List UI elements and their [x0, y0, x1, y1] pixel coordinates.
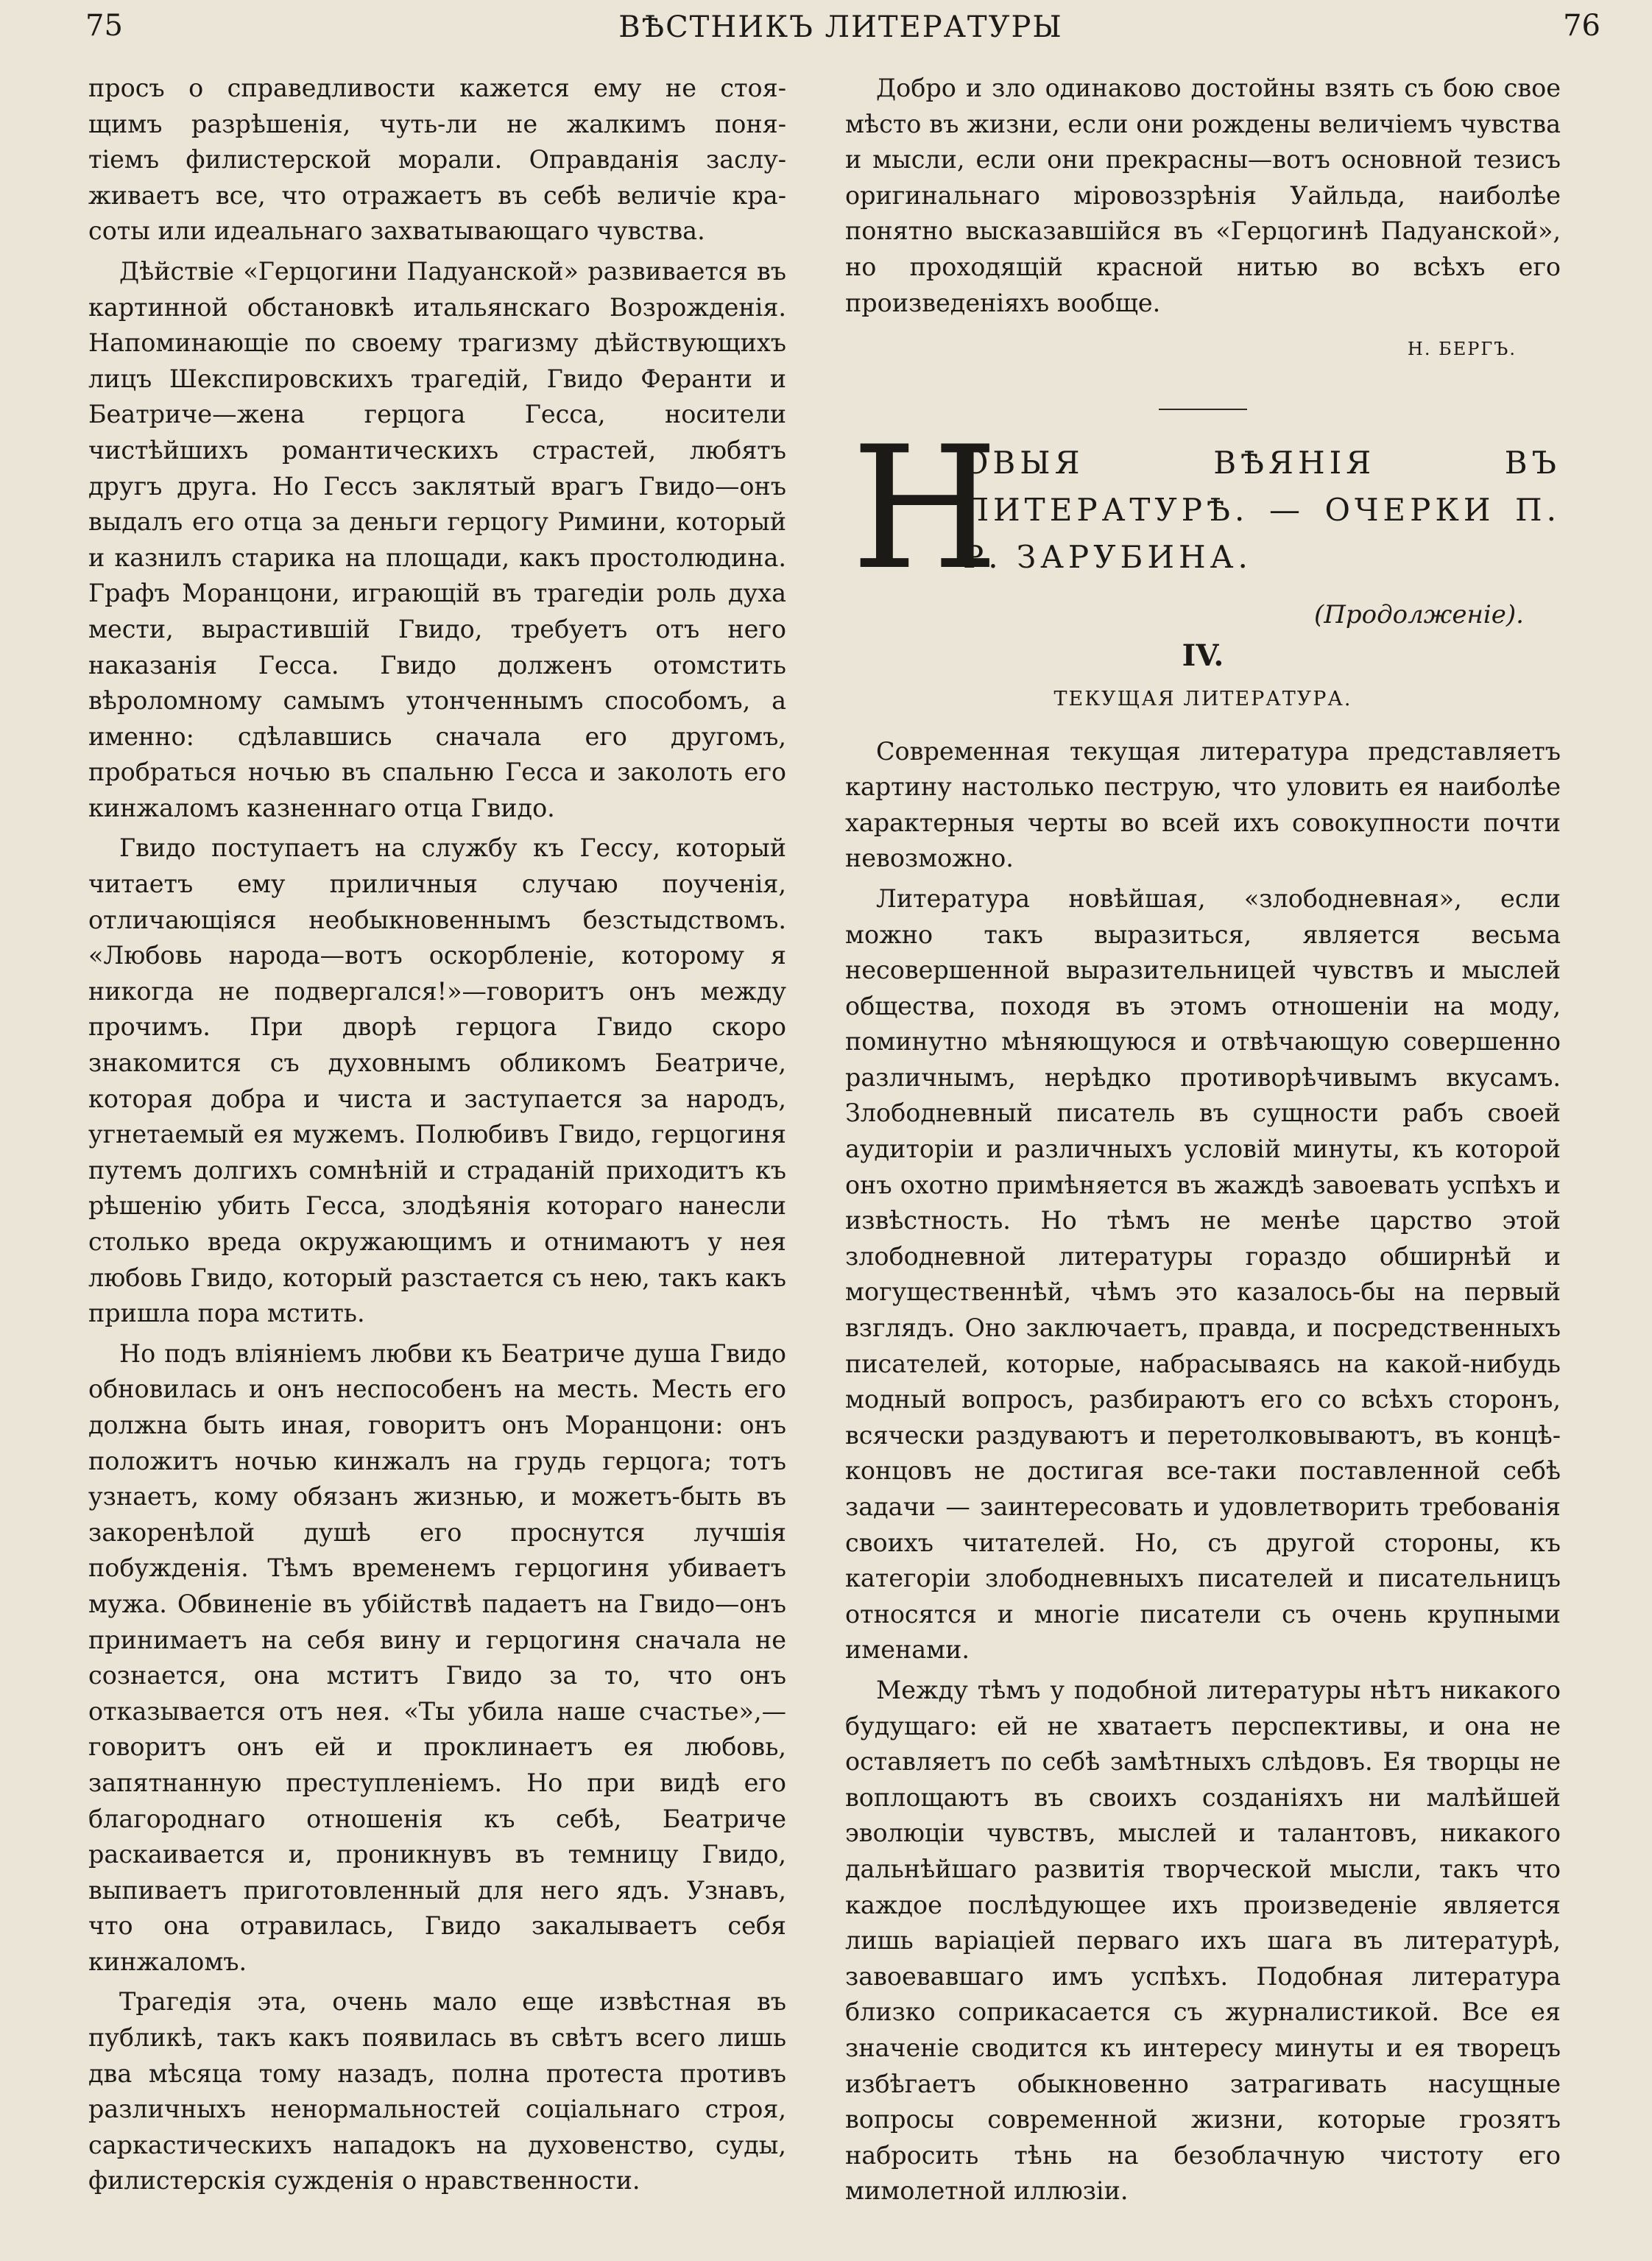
page-number-right: 76 [1563, 9, 1600, 43]
part-number: IV. [1182, 638, 1224, 674]
paragraph: Между тѣмъ у подобной литературы нѣтъ никакого будущаго: ей не хватаетъ перспективы, и она не оставляетъ по себѣ замѣтныхъ слѣдовъ. Ея творцы не воплощаютъ въ своихъ созданіяхъ ни малѣйшей эволюціи чувствъ, мыслей и талантовъ, никакого дальнѣйшаго развитія творческой мысли, такъ что каждое послѣдующее ихъ произведеніе является лишь варіаціей перваго ихъ шага въ литературѣ, завоевавшаго имъ успѣхъ. Подобная литература близко соприкасается съ журналистикой. Все ея значеніе сводится къ интересу минуты и ея творецъ избѣгаетъ обыкновенно затрагивать насущные вопросы современной жизни, которые грозятъ набросить тѣнь на безоблачную чистоту его мимолетной иллюзіи. [845, 1675, 1561, 2206]
continued-note: (Продолженіе). [1313, 599, 1524, 629]
section-divider [1159, 409, 1247, 410]
article-title: ОВЫЯ ВѢЯНІЯ ВЪ ЛИТЕРАТУРѢ. — ОЧЕРКИ П. Р. ЗАРУБИНА. [963, 444, 1561, 575]
left-column [88, 71, 786, 2250]
page-number-left: 75 [85, 9, 123, 43]
paragraph-line: тіемъ филистерской морали. Оправданія заслу- [88, 145, 786, 174]
journal-title: ВѢСТНИКЪ ЛИТЕРАТУРЫ [618, 10, 1063, 44]
paragraph-line: соты или идеальнаго захватывающаго чувства. [88, 216, 705, 246]
paragraph: Литература новѣйшая, «злободневная», если можно такъ выразиться, является весьма несовершенной выразительницей чувствъ и мыслей общества, походя въ этомъ отношеніи на моду, поминутно мѣняющуюся и отвѣчающую совершенно различнымъ, нерѣдко противорѣчивымъ вкусамъ. Злободневный писатель въ сущности рабъ своей аудиторіи и различныхъ условій минуты, къ которой онъ охотно примѣняется въ жаждѣ завоевать успѣхъ и извѣстность. Но тѣмъ не менѣе царство этой злободневной литературы гораздо обширнѣй и могущественнѣй, чѣмъ это казалось-бы на первый взглядъ. Оно заключаетъ, правда, и посредственныхъ писателей, которые, набрасываясь на какой-нибудь модный вопросъ, разбираютъ его со всѣхъ сторонъ, всячески раздуваютъ и перетолковываютъ, въ концѣ-концовъ не достигая все-таки поставленной себѣ задачи — заинтересовать и удовлетворить требованія своихъ читателей. Но, съ другой стороны, къ категоріи злободневныхъ писателей и писательницъ относятся и многіе писатели съ очень крупными именами. [845, 883, 1561, 1665]
paragraph: Дѣйствіе «Герцогини Падуанской» развивается въ картинной обстановкѣ итальянскаго Возрожденія. Напоминающіе по своему трагизму дѣйствующихъ лицъ Шекспировскихъ трагедій, Гвидо Феранти и Беатриче—жена герцога Гесса, носители чистѣйшихъ романтическихъ страстей, любятъ другъ друга. Но Гессъ заклятый врагъ Гвидо—онъ выдалъ его отца за деньги герцогу Римини, который и казнилъ старика на площади, какъ простолюдина. Графъ Моранцони, играющій въ трагедіи роль духа мести, вырастившій Гвидо, требуетъ отъ него наказанія Гесса. Гвидо долженъ отомстить вѣроломному самымъ утонченнымъ способомъ, а именно: сдѣлавшись сначала его другомъ, пробраться ночью въ спальню Гесса и заколоть его кинжаломъ казненнаго отца Гвидо. [88, 256, 786, 822]
paragraph: Трагедія эта, очень мало еще извѣстная въ публикѣ, такъ какъ появилась въ свѣтъ всего лишь два мѣсяца тому назадъ, полна протеста противъ различныхъ ненормальностей соціальнаго строя, саркастическихъ нападокъ на духовенство, суды, филистерскія сужденія о нравственности. [88, 1987, 786, 2195]
paragraph-line: просъ о справедливости кажется ему не стоя- [88, 74, 786, 102]
drop-cap: Н [851, 410, 999, 607]
running-head [81, 9, 1600, 53]
author-signature: Н. БЕРГЪ. [1407, 339, 1517, 360]
paragraph-line: щимъ разрѣшенія, чуть-ли не жалкимъ поня- [88, 109, 786, 138]
article-heading [845, 410, 1561, 607]
section-title: ТЕКУЩАЯ ЛИТЕРАТУРА. [1053, 687, 1352, 710]
right-column [845, 71, 1561, 2250]
paragraph: Но подъ вліяніемъ любви къ Беатриче душа Гвидо обновилась и онъ неспособенъ на месть. Месть его должна быть иная, говоритъ онъ Моранцони: онъ положитъ ночью кинжалъ на грудь герцога; тотъ узнаетъ, кому обязанъ жизнью, и можетъ-быть въ закоренѣлой душѣ его проснутся лучшія побужденія. Тѣмъ временемъ герцогиня убиваетъ мужа. Обвиненіе въ убійствѣ падаетъ на Гвидо—онъ принимаетъ на себя вину и герцогиня сначала не сознается, она мститъ Гвидо за то, что онъ отказывается отъ нея. «Ты убила наше счастье»,—говоритъ онъ ей и проклинаетъ ея любовь, запятнанную преступленіемъ. Но при видѣ его благороднаго отношенія къ себѣ, Беатриче раскаивается и, проникнувъ въ темницу Гвидо, выпиваетъ приготовленный для него ядъ. Узнавъ, что она отравилась, Гвидо закалываетъ себя кинжаломъ. [88, 1338, 786, 1976]
paragraph: Добро и зло одинаково достойны взять съ бою свое мѣсто въ жизни, если они рождены величіемъ чувства и мысли, если они прекрасны—вотъ основной тезисъ оригинальнаго міровоззрѣнія Уайльда, наиболѣе понятно высказавшійся въ «Герцогинѣ Падуанской», но проходящій красной нитью во всѣхъ его произведеніяхъ вообще. [845, 74, 1561, 317]
paragraph-line: живаетъ все, что отражаетъ въ себѣ величіе кра- [88, 180, 786, 210]
paragraph: Современная текущая литература представляетъ картину настолько пеструю, что уловить ея наиболѣе характерныя черты во всей ихъ совокупности почти невозможно. [845, 736, 1561, 873]
paragraph: Гвидо поступаетъ на службу къ Гессу, который читаетъ ему приличныя случаю поученія, отличающіяся необыкновеннымъ безстыдствомъ. «Любовь народа—вотъ оскорбленіе, которому я никогда не подвергался!»—говоритъ онъ между прочимъ. При дворѣ герцога Гвидо скоро знакомится съ духовнымъ обликомъ Беатриче, которая добра и чиста и заступается за народъ, угнетаемый ея мужемъ. Полюбивъ Гвидо, герцогиня путемъ долгихъ сомнѣній и страданій приходитъ къ рѣшенію убить Гесса, злодѣянія котораго нанесли столько вреда окружающимъ и отнимаютъ у нея любовь Гвидо, который разстается съ нею, такъ какъ пришла пора мстить. [88, 833, 786, 1328]
